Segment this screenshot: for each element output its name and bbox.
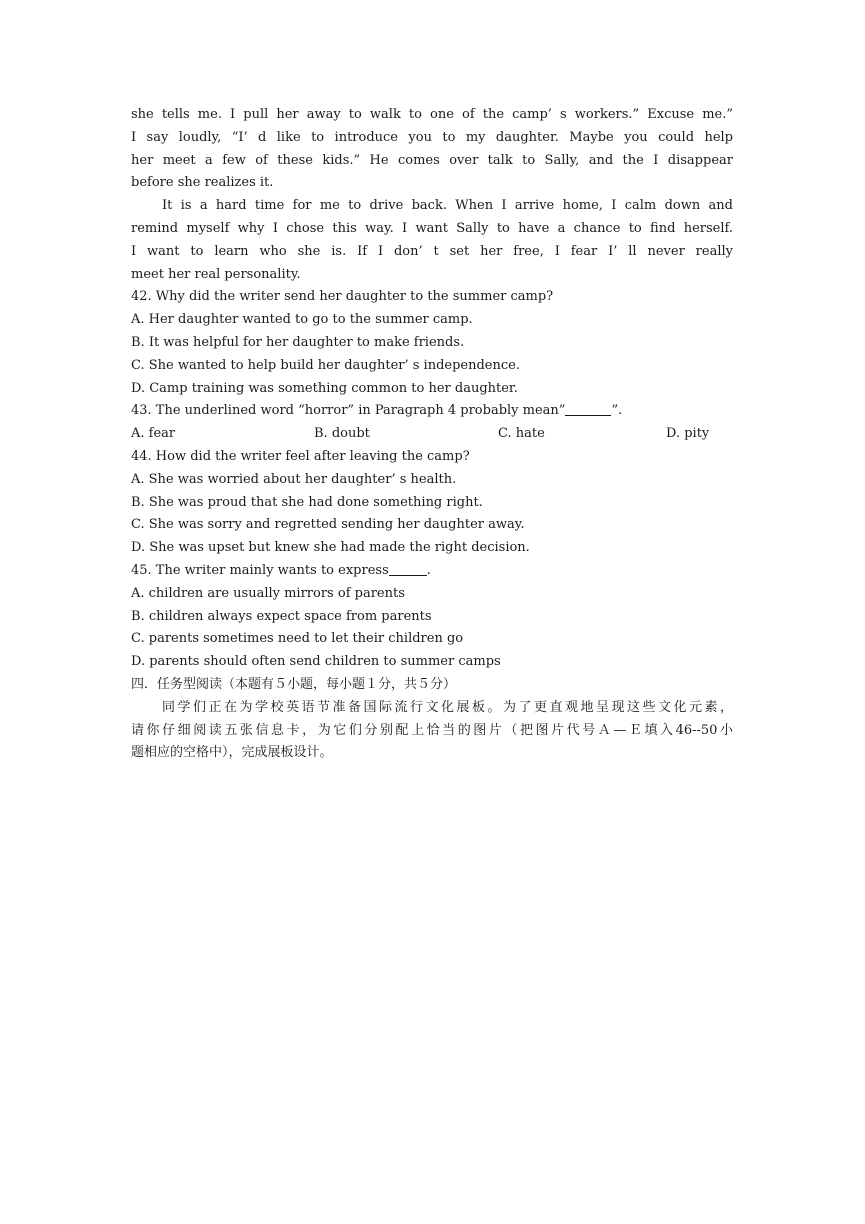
question-43 [131,400,733,446]
passage-line: before she realizes it. [131,175,274,191]
option: B. children always expect space from parents [131,608,432,624]
option: C. hate [498,426,545,442]
option: D. pity [666,426,710,442]
passage-line: remind myself why I chose this way. I want Sally to have a chance to find herself. [131,220,733,236]
question-stem: 44. How did the writer feel after leaving the camp? [131,448,470,464]
question-stem [131,400,733,423]
option: A. She was worried about her daughter’ s health. [131,471,457,487]
answer-blank [389,561,427,576]
option: A. Her daughter wanted to go to the summer camp. [131,312,473,328]
question-42 [131,286,733,400]
option: B. doubt [314,426,370,442]
passage-line: It is a hard time for me to drive back. When I arrive home, I calm down and [162,198,733,214]
section-instructions: 请你仔细阅读五张信息卡，为它们分别配上恰当的图片（把图片代号Ａ—Ｅ填入46--50小 [131,722,733,738]
passage-line: she tells me. I pull her away to walk to one of the camp’ s workers.” Excuse me.” [131,107,733,122]
option: D. She was upset but knew she had made the right decision. [131,540,530,556]
option: B. It was helpful for her daughter to make friends. [131,334,465,350]
passage-line: I say loudly, “I’ d like to introduce you to my daughter. Maybe you could help [131,129,733,145]
section-heading: 四．任务型阅读（本题有５小题，每小题１分，共５分） [131,676,457,692]
question-stem [131,560,733,583]
question-45 [131,560,733,674]
section-instructions: 同学们正在为学校英语节准备国际流行文化展板。为了更直观地呈现这些文化元素， [162,699,733,715]
question-44 [131,446,733,560]
stem-text: . [426,562,431,578]
option: B. She was proud that she had done something right. [131,494,483,510]
section-4 [131,674,733,765]
passage-line: meet her real personality. [131,266,301,282]
page-content [131,104,733,765]
passage-line: her meet a few of these kids.” He comes over talk to Sally, and the I disappear [131,152,733,168]
stem-text: 43. The underlined word “horror” in Paragraph 4 probably mean” [131,403,566,419]
option: A. children are usually mirrors of parents [131,585,405,601]
option: C. She wanted to help build her daughter’ s independence. [131,357,520,373]
options-row [131,423,733,446]
passage-line: I want to learn who she is. If I don’ t set her free, I fear I’ ll never really [131,243,733,259]
passage [131,104,733,286]
answer-blank [565,401,611,416]
option: C. She was sorry and regretted sending her daughter away. [131,517,525,533]
option: D. Camp training was something common to her daughter. [131,380,518,396]
question-stem: 42. Why did the writer send her daughter to the summer camp? [131,289,554,305]
option: C. parents sometimes need to let their children go [131,631,464,647]
stem-text: ”. [611,403,623,419]
stem-text: 45. The writer mainly wants to express [131,562,389,578]
section-instructions: 题相应的空格中），完成展板设计。 [131,745,333,761]
option: A. fear [131,426,176,442]
option: D. parents should often send children to summer camps [131,654,501,670]
